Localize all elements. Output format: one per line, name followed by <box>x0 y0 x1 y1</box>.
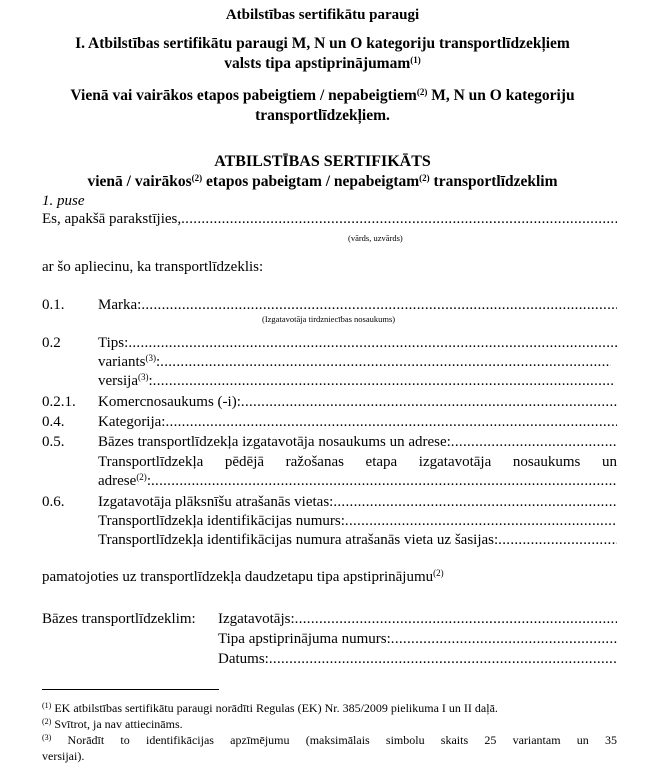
vin-location-field[interactable] <box>498 532 617 549</box>
subheading-text-b: M, N un O kategoriju <box>427 87 575 104</box>
field-type-row <box>42 335 617 352</box>
approval-date-row <box>218 651 617 668</box>
subheading-line2: transportlīdzekļiem. <box>255 107 390 124</box>
base-vehicle-manufacturer-field[interactable] <box>295 611 617 628</box>
subheading-line1 <box>0 87 645 105</box>
category-field[interactable] <box>165 414 617 431</box>
field-number: 0.1. <box>42 297 65 313</box>
footnote-ref: (1) <box>410 55 421 65</box>
section-heading-line1: I. Atbilstības sertifikātu paraugi M, N un O kategoriju transportlīdzekļiem <box>75 35 570 52</box>
variant-label: variants <box>98 354 146 370</box>
field-plates-location-row <box>42 494 617 511</box>
field-commercial-name-row <box>42 394 617 411</box>
certificate-subtitle-a: vienā / vairākos <box>87 173 192 190</box>
footnote-mark: (2) <box>42 717 52 726</box>
last-stage-manufacturer-label: Transportlīdzekļa pēdējā ražošanas etapa izgatavotāja nosaukums un <box>98 454 617 470</box>
field-label: Transportlīdzekļa identifikācijas numura atrašanās vieta uz šasijas: <box>98 532 499 548</box>
colon: : <box>146 473 151 489</box>
footnote-ref: (2) <box>416 87 428 97</box>
subheading-text-a: Vienā vai vairākos etapos pabeigtiem / nepabeigtiem <box>70 87 417 104</box>
field-label: Izgatavotāja plāksnīšu atrašanās vietas: <box>98 494 334 510</box>
footnote-2 <box>42 717 183 732</box>
field-label: Tips: <box>98 335 129 351</box>
variant-field[interactable] <box>160 354 611 371</box>
field-category-row <box>42 414 617 431</box>
field-base-manufacturer-row <box>42 434 617 451</box>
field-version-row <box>98 373 614 390</box>
field-number: 0.6. <box>42 494 65 510</box>
footnote-text: Norādīt to identifikācijas apzīmējumu (maksimālais simbolu skaits 25 variantam un 35 <box>51 733 617 747</box>
footnote-3 <box>42 733 617 748</box>
footnote-ref: (3) <box>137 372 149 382</box>
field-number: 0.2 <box>42 335 61 351</box>
field-label: Transportlīdzekļa identifikācijas numurs: <box>98 513 345 529</box>
field-number: 0.5. <box>42 434 65 450</box>
certificate-subtitle-c: transportlīdzeklim <box>429 173 558 190</box>
approval-number-field[interactable] <box>391 631 617 648</box>
vin-field[interactable] <box>345 513 617 530</box>
declarant-name-field[interactable] <box>181 211 617 228</box>
field-variant-row <box>98 354 611 371</box>
declarant-caption: (vārds, uzvārds) <box>348 233 403 243</box>
section-heading-line2 <box>0 55 645 73</box>
field-label: Datums: <box>218 651 269 667</box>
field-label: Kategorija: <box>98 414 166 430</box>
footnote-1 <box>42 701 498 716</box>
address-label: adrese <box>98 473 137 489</box>
field-label: Marka: <box>98 297 142 313</box>
colon: : <box>148 373 153 389</box>
page-label: 1. puse <box>42 193 85 209</box>
make-caption: (Izgatavotāja tirdzniecības nosaukums) <box>262 314 396 324</box>
footnote-ref: (3) <box>145 353 156 363</box>
field-label: Tipa apstiprinājuma numurs: <box>218 631 391 647</box>
document-title: Atbilstības sertifikātu paraugi <box>225 7 420 23</box>
footnote-mark: (3) <box>42 733 52 742</box>
type-field[interactable] <box>128 335 617 352</box>
section-heading-text: valsts tipa apstiprinājumam <box>224 55 411 72</box>
certify-text: ar šo apliecinu, ka transportlīdzeklis: <box>42 259 264 275</box>
commercial-name-field[interactable] <box>241 394 617 411</box>
field-vin-location-row <box>98 532 617 549</box>
field-vin-row <box>98 513 617 530</box>
certificate-subtitle <box>0 173 645 191</box>
field-label <box>98 354 160 371</box>
declarant-row <box>42 211 617 228</box>
footnote-text: Svītrot, ja nav attiecināms. <box>51 717 183 731</box>
colon: : <box>155 354 161 370</box>
version-label: versija <box>98 373 138 389</box>
field-label <box>98 373 153 390</box>
base-manufacturer-field[interactable] <box>451 434 617 451</box>
base-vehicle-label: Bāzes transportlīdzeklim: <box>42 611 196 627</box>
version-field[interactable] <box>153 373 614 390</box>
footnote-ref: (2) <box>419 173 430 183</box>
field-label: Izgatavotājs: <box>218 611 295 627</box>
field-make-row <box>42 297 617 314</box>
field-number: 0.4. <box>42 414 65 430</box>
based-on-text <box>42 569 444 586</box>
last-stage-manufacturer-field[interactable] <box>151 473 617 490</box>
footnote-ref: (2) <box>136 472 147 482</box>
field-label: Komercnosaukums (-i): <box>98 394 241 410</box>
field-label <box>98 473 151 490</box>
footnote-text: EK atbilstības sertifikātu paraugi norādīti Regulas (EK) Nr. 385/2009 pielikuma I un II daļā. <box>51 701 498 715</box>
base-manufacturer-row <box>218 611 617 628</box>
approval-number-row <box>218 631 617 648</box>
field-last-stage-address-row <box>98 473 617 490</box>
approval-date-field[interactable] <box>269 651 617 668</box>
field-label: Bāzes transportlīdzekļa izgatavotāja nosaukums un adrese: <box>98 434 451 450</box>
footnote-3-cont: versijai). <box>42 749 85 763</box>
footnote-divider <box>42 689 219 690</box>
footnote-mark: (1) <box>42 701 52 710</box>
field-number: 0.2.1. <box>42 394 76 410</box>
certificate-subtitle-b: etapos pabeigtam / nepabeigtam <box>202 173 420 190</box>
based-on-label: pamatojoties uz transportlīdzekļa daudzetapu tipa apstiprinājumu <box>42 569 434 585</box>
footnote-ref: (2) <box>191 173 203 183</box>
certificate-title: ATBILSTĪBAS SERTIFIKĀTS <box>214 153 431 170</box>
plates-location-field[interactable] <box>333 494 617 511</box>
make-field[interactable] <box>141 297 617 314</box>
declarant-label: Es, apakšā parakstījies, <box>42 211 182 227</box>
footnote-ref: (2) <box>433 568 444 578</box>
